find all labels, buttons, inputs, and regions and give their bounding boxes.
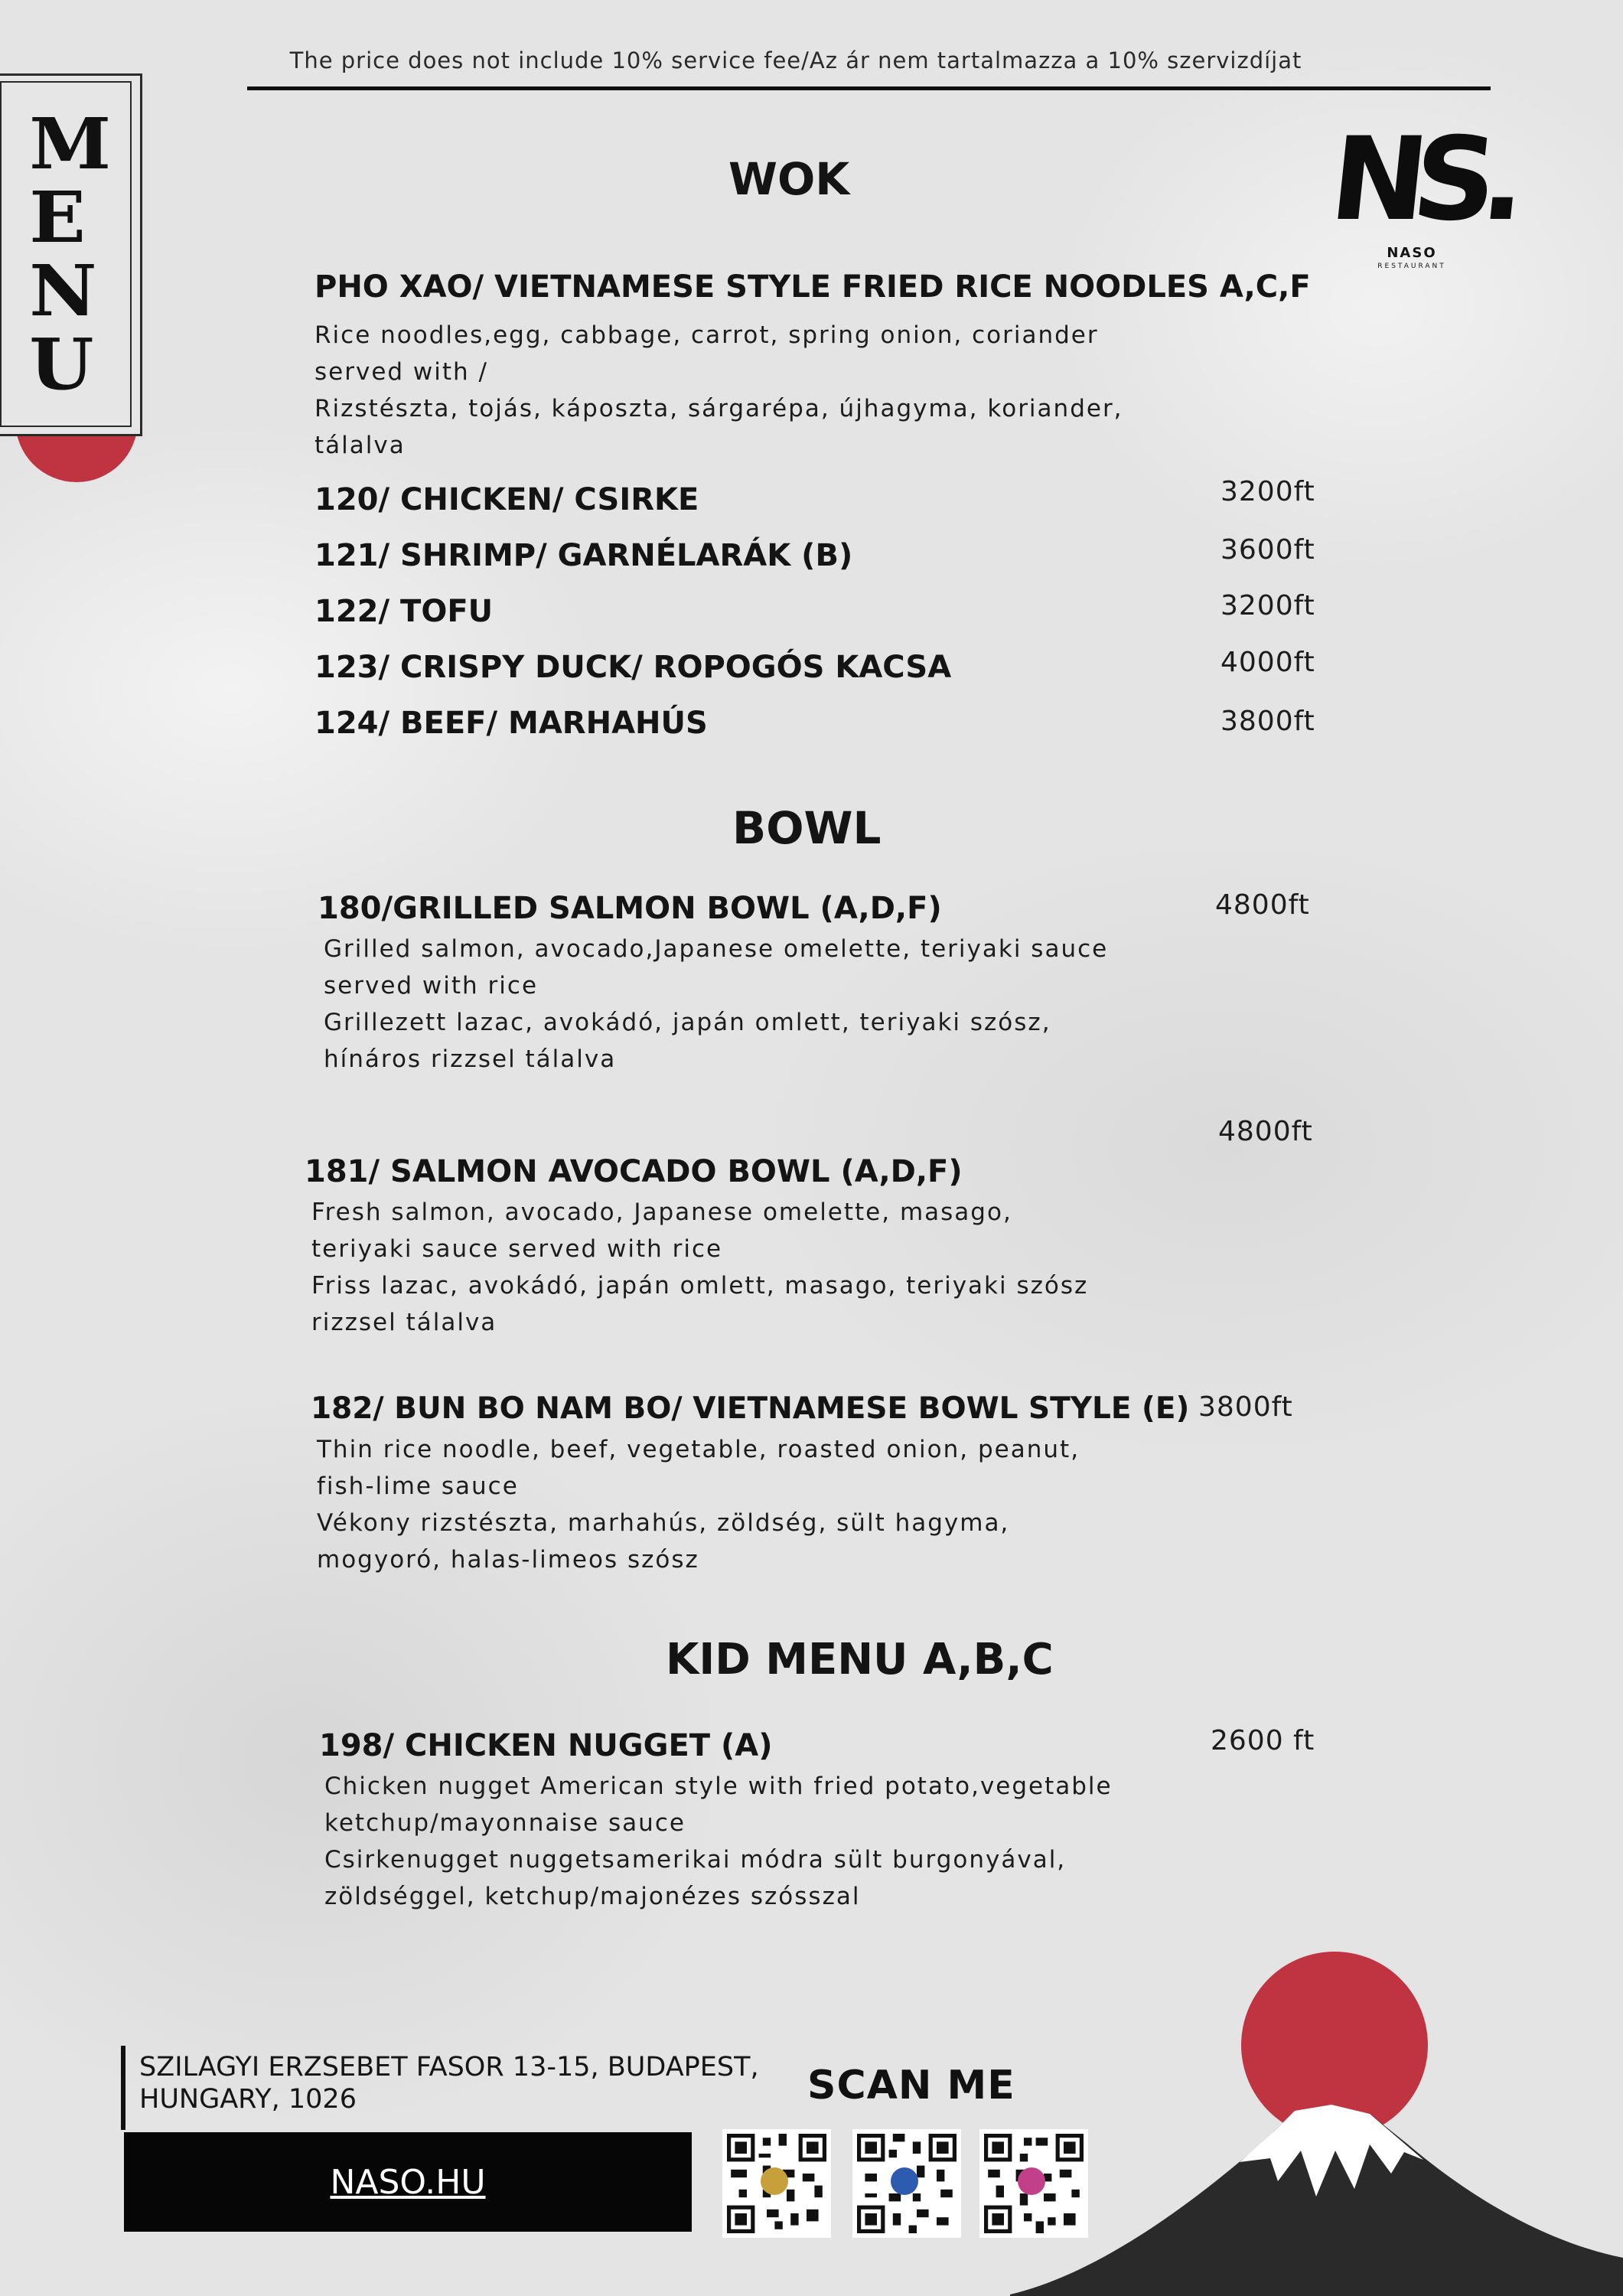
restaurant-address <box>139 2051 759 2115</box>
service-fee-notice: The price does not include 10% service fee/Az ár nem tartalmazza a 10% szervizdíjat <box>289 47 1302 73</box>
bowl-item-name: 180/GRILLED SALMON BOWL (A,D,F) <box>318 891 942 926</box>
bowl-item-price: 4800ft <box>1218 1116 1313 1147</box>
desc-line: Grillezett lazac, avokádó, japán omlett, teriyaki szósz, <box>324 1009 1051 1036</box>
desc-line: rizzsel tálalva <box>311 1309 497 1336</box>
menu-letter: E <box>29 176 86 259</box>
facebook-qr-icon[interactable] <box>852 2129 961 2238</box>
address-line: HUNGARY, 1026 <box>139 2084 357 2115</box>
menu-letter: N <box>29 249 97 332</box>
bowl-item-name: 182/ BUN BO NAM BO/ VIETNAMESE BOWL STYLE (E) <box>311 1391 1190 1426</box>
desc-line: hínáros rizzsel tálalva <box>324 1045 617 1073</box>
dish-description <box>311 1194 1088 1341</box>
wok-item-price: 3200ft <box>1221 590 1315 621</box>
menu-letter: U <box>29 323 94 406</box>
desc-line: tálalva <box>314 432 406 459</box>
section-title-kid-menu: KID MENU A,B,C <box>666 1635 1054 1684</box>
facebook-badge-icon <box>891 2167 918 2195</box>
section-title-bowl: BOWL <box>732 802 882 854</box>
desc-line: served with rice <box>324 972 539 1000</box>
dish-heading-pho-xao: PHO XAO/ VIETNAMESE STYLE FRIED RICE NOODLES A,C,F <box>314 269 1311 305</box>
scan-me-label: SCAN ME <box>807 2063 1015 2108</box>
dish-description <box>324 931 1108 1078</box>
mount-fuji-illustration <box>1010 1944 1623 2296</box>
kid-item-name: 198/ CHICKEN NUGGET (A) <box>319 1728 773 1763</box>
desc-line: Csirkenugget nuggetsamerikai módra sült burgonyával, <box>324 1846 1067 1874</box>
address-accent-bar <box>121 2046 125 2130</box>
logo-mark: NS. <box>1324 113 1520 246</box>
desc-line: ketchup/mayonnaise sauce <box>324 1809 686 1837</box>
desc-line: served with / <box>314 358 488 386</box>
header-divider <box>247 86 1491 90</box>
wok-item-price: 4000ft <box>1221 647 1315 678</box>
section-title-wok: WOK <box>728 153 850 205</box>
dish-description <box>314 317 1123 464</box>
address-line: SZILAGYI ERZSEBET FASOR 13-15, BUDAPEST, <box>139 2052 759 2082</box>
desc-line: Friss lazac, avokádó, japán omlett, masago, teriyaki szósz <box>311 1272 1089 1300</box>
desc-line: teriyaki sauce served with rice <box>311 1235 723 1263</box>
desc-line: Rice noodles,egg, cabbage, carrot, spring onion, coriander <box>314 321 1099 349</box>
desc-line: Chicken nugget American style with fried potato,vegetable <box>324 1773 1113 1800</box>
logo-subtitle: RESTAURANT <box>1377 263 1446 270</box>
wok-item-name: 123/ CRISPY DUCK/ ROPOGÓS KACSA <box>314 650 952 685</box>
desc-line: Grilled salmon, avocado,Japanese omelette, teriyaki sauce <box>324 935 1109 963</box>
desc-line: Vékony rizstészta, marhahús, zöldség, sült hagyma, <box>317 1509 1010 1537</box>
wok-item-price: 3600ft <box>1221 534 1315 566</box>
logo-name: NASO <box>1387 245 1437 261</box>
kid-item-price: 2600 ft <box>1211 1725 1315 1756</box>
menu-vertical-label <box>29 103 112 406</box>
wok-item-name: 124/ BEEF/ MARHAHÚS <box>314 706 708 741</box>
wok-item-name: 121/ SHRIMP/ GARNÉLARÁK (B) <box>314 538 853 573</box>
wok-item-name: 120/ CHICKEN/ CSIRKE <box>314 482 699 517</box>
desc-line: Rizstészta, tojás, káposzta, sárgarépa, újhagyma, koriander, <box>314 395 1123 422</box>
desc-line: Thin rice noodle, beef, vegetable, roasted onion, peanut, <box>317 1436 1080 1463</box>
wok-item-price: 3200ft <box>1221 476 1315 507</box>
desc-line: Fresh salmon, avocado, Japanese omelette, masago, <box>311 1199 1012 1226</box>
bowl-item-price: 4800ft <box>1215 889 1310 921</box>
dish-description <box>317 1431 1080 1578</box>
desc-line: zöldséggel, ketchup/majonézes szósszal <box>324 1883 861 1910</box>
wok-item-name: 122/ TOFU <box>314 594 494 629</box>
tripadvisor-badge-icon <box>761 2167 788 2195</box>
bowl-item-price: 3800ft <box>1198 1391 1293 1423</box>
bowl-item-name: 181/ SALMON AVOCADO BOWL (A,D,F) <box>305 1154 963 1189</box>
dish-description <box>324 1768 1113 1915</box>
menu-letter: M <box>29 103 112 185</box>
desc-line: mogyoró, halas-limeos szósz <box>317 1546 699 1574</box>
desc-line: fish-lime sauce <box>317 1473 519 1500</box>
website-link[interactable]: NASO.HU <box>330 2163 486 2202</box>
wok-item-price: 3800ft <box>1221 706 1315 737</box>
tripadvisor-qr-icon[interactable] <box>722 2129 831 2238</box>
